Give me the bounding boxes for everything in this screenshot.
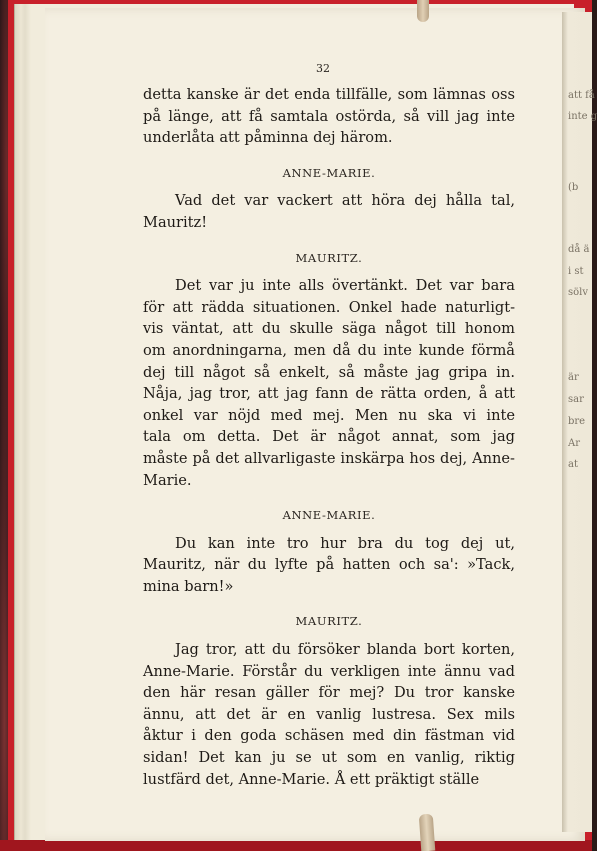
text-line: måste på det allvarligaste inskärpa hos dej, Anne- <box>143 449 515 467</box>
text-line: detta kanske är det enda tillfälle, som lämnas oss <box>143 86 515 103</box>
facing-fragment: bre <box>568 416 586 427</box>
text-line: Nåja, jag tror, att jag fann de rätta orden, å att <box>143 385 515 403</box>
text-line: ännu, att det är en vanlig lustresa. Sex mils <box>143 705 515 723</box>
dialogue-paragraph <box>143 275 515 491</box>
text-line: vis väntat, att du skulle säga något till honom <box>143 320 515 338</box>
facing-page-edge <box>562 12 597 832</box>
speaker-heading: ANNE-MARIE. <box>282 508 376 523</box>
facing-fragment: Ar <box>568 438 581 449</box>
facing-fragment: sölv <box>568 287 588 298</box>
text-line: Anne-Marie. Förstår du verkligen inte ännu vad <box>143 662 515 680</box>
text-line: tala om detta. Det är något annat, som jag <box>143 428 515 446</box>
text-line: Vad det var vackert att höra dej hålla tal, <box>175 192 515 210</box>
text-line: Du kan inte tro hur bra du tog dej ut, <box>175 534 515 552</box>
facing-fragment: sar <box>568 394 584 405</box>
text-line: för att rädda situationen. Onkel hade naturligt- <box>143 298 515 316</box>
text-line: mina barn!» <box>143 577 234 595</box>
page-text <box>143 84 515 790</box>
facing-fragment: i st <box>568 266 584 277</box>
text-line: Det var ju inte alls övertänkt. Det var bara <box>175 277 515 295</box>
dialogue-paragraph <box>143 190 515 233</box>
text-line: den här resan gäller för mej? Du tror kanske <box>143 684 515 702</box>
text-line: åktur i den goda schäsen med din fästman vid <box>143 727 515 745</box>
speaker-heading: MAURITZ. <box>295 250 363 265</box>
page-number: 32 <box>316 62 330 75</box>
facing-fragment: då ä <box>568 244 590 255</box>
text-line: dej till något så enkelt, så måste jag gripa in. <box>143 363 515 381</box>
text-line: på länge, att få samtala ostörda, så vill jag inte <box>143 107 515 125</box>
dialogue-paragraph <box>143 84 515 149</box>
facing-fragment: at <box>568 459 578 470</box>
facing-fragment: (b <box>568 182 579 193</box>
text-line: sidan! Det kan ju se ut som en vanlig, riktig <box>143 749 515 767</box>
text-line: underlåta att påminna dej härom. <box>143 129 393 147</box>
bookmark-ribbon-top <box>417 0 429 22</box>
text-line: Marie. <box>143 471 192 489</box>
text-line: lustfärd det, Anne-Marie. Å ett präktigt ställe <box>143 770 480 788</box>
dialogue-paragraph <box>143 533 515 598</box>
dialogue-paragraph <box>143 639 515 790</box>
book-cover-bottom <box>0 840 592 851</box>
facing-fragment: att få <box>568 90 595 101</box>
text-line: Mauritz, när du lyfte på hatten och sa': »Tack, <box>143 556 515 574</box>
bookmark-ribbon-bottom <box>419 814 436 851</box>
speaker-heading: MAURITZ. <box>295 614 363 629</box>
text-line: Jag tror, att du försöker blanda bort korten, <box>175 641 515 659</box>
facing-fragment: inte g <box>568 111 597 122</box>
facing-fragment: är <box>568 372 579 383</box>
text-line: onkel var nöjd med mej. Men nu ska vi inte <box>143 406 515 424</box>
text-line: om anordningarna, men då du inte kunde förmå <box>143 341 515 359</box>
speaker-heading: ANNE-MARIE. <box>282 165 376 180</box>
text-line: Mauritz! <box>143 213 208 231</box>
